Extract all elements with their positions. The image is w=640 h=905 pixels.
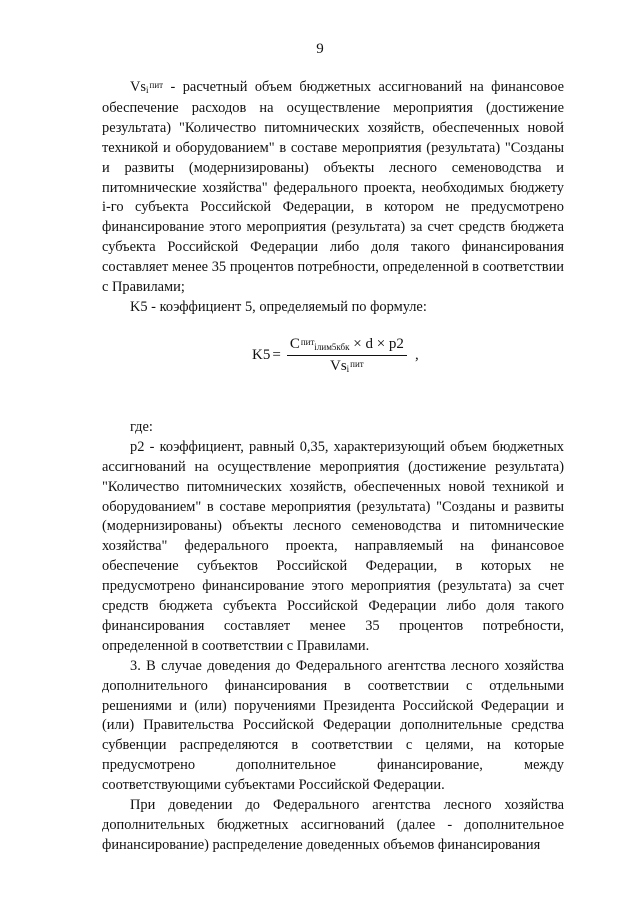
- formula-fraction: [287, 336, 407, 375]
- formula-numerator: $C^{пит}_{iлим5кбк} \times d \times p2$: [287, 336, 407, 356]
- vs-definition-text: - расчетный объем бюджетных ассигнований на финансовое обеспечение расходов на осуществление мероприятия (достижение результата) "Количество питомнических хозяйств, обеспеченных новой техникой и оборудованием" в составе мероприятия (результата) "Созданы и развиты (модернизированы) объекты лесного семеноводства и питомнические хозяйства" федерального проекта, необходимых бюджету i-го субъекта Российской Федерации, в котором не предусмотрено финансирование этого мероприятия (результата) за счет средств бюджета субъекта Российской Федерации либо доля такого финансирования составляет менее 35 процентов потребности, определенной в соответствии с Правилами;: [102, 79, 564, 296]
- paragraph-3: 3. В случае доведения до Федерального агентства лесного хозяйства дополнительного финансирования в соответствии с отдельными решениями и (или) поручениями Президента Российской Федерации и (или) Правительства Российской Федерации дополнительные средства субвенции распределяются в соответствии с целями, на которые предусмотрено дополнительное финансирование, между соответствующими субъектами Российской Федерации.: [102, 657, 564, 794]
- where-label: где:: [130, 418, 153, 435]
- document-body: [102, 78, 564, 856]
- paragraph-p2-definition: p2 - коэффициент, равный 0,35, характеризующий объем бюджетных ассигнований на осуществление мероприятия (достижение результата) "Количество питомнических хозяйств, обеспеченных новой техникой и оборудованием" в составе мероприятия (результата) "Созданы и развиты (модернизированы) объекты лесного семеноводства и питомнические хозяйства" федерального проекта, направляемый на финансовое обеспечение субъектов Российской Федерации, в которых не предусмотрено финансирование этого мероприятия (результата) за счет средств бюджета субъекта Российской Федерации либо доля такого финансирования составляет менее 35 процентов потребности, определенной в соответствии с Правилами.: [102, 438, 564, 654]
- symbol-vs: $Vs_i^{пит}$: [130, 79, 164, 95]
- paragraph-vs-definition: [102, 78, 564, 298]
- formula-equals: =: [272, 346, 281, 363]
- paragraph-k5-intro: K5 - коэффициент 5, определяемый по формуле:: [130, 298, 427, 315]
- formula-k5: [252, 336, 419, 375]
- page-number: 9: [316, 41, 324, 57]
- formula-block: [102, 336, 564, 388]
- formula-denominator: $Vs_i^{пит}$: [329, 357, 364, 374]
- formula-lhs: K5: [252, 346, 271, 363]
- paragraph-4: При доведении до Федерального агентства лесного хозяйства дополнительных бюджетных ассигнований (далее - дополнительное финансирование) распределение доведенных объемов финансирования: [102, 797, 564, 853]
- formula-trailing-comma: ,: [414, 346, 419, 363]
